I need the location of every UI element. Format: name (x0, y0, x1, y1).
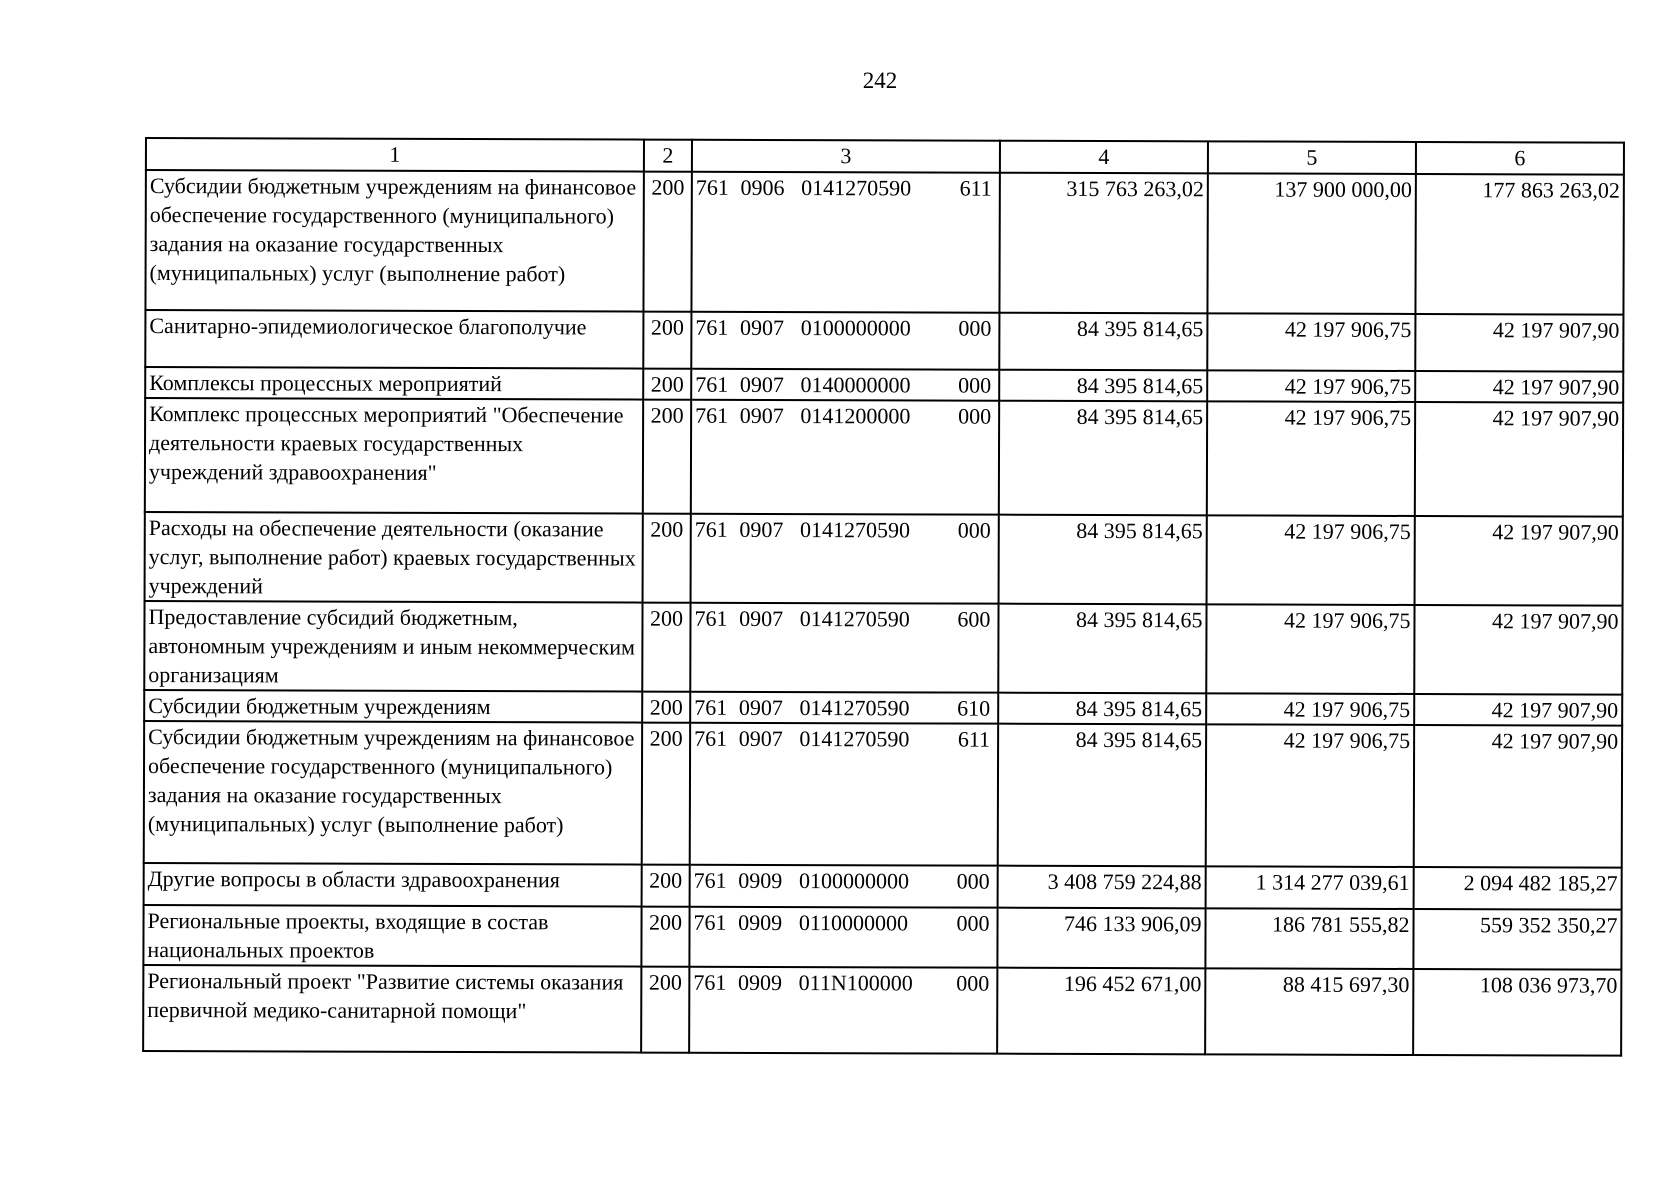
expense-type-code: 610 (957, 695, 991, 721)
ministry-code: 761 (695, 371, 729, 397)
section-code: 0907 (740, 314, 785, 341)
header-col-3: 3 (692, 140, 1000, 173)
row-admin-code-cell: 200 (642, 692, 690, 723)
row-name-cell: Региональные проекты, входящие в состав национальных проектов (143, 905, 641, 967)
row-name-cell: Другие вопросы в области здравоохранения (144, 863, 642, 907)
expense-type-code: 600 (957, 606, 991, 632)
row-admin-code-cell: 200 (642, 603, 690, 692)
row-classification-cell (691, 312, 999, 370)
classification-codes (694, 866, 994, 896)
classification-codes (694, 724, 994, 754)
section-code: 0907 (739, 371, 784, 398)
row-amount-col6: 42 197 907,90 (1414, 725, 1622, 868)
row-amount-col6: 42 197 907,90 (1415, 371, 1623, 403)
row-name-cell: Субсидии бюджетным учреждениям на финансовое обеспечение государственного (муниципального) задания на оказание государственных (муниципальных) услуг (выполнение работ) (145, 170, 643, 312)
table-row (145, 170, 1623, 315)
row-classification-cell (691, 400, 999, 515)
table-row (143, 905, 1621, 970)
row-amount-col5: 42 197 906,75 (1207, 401, 1415, 516)
target-article-code: 0141200000 (800, 403, 911, 429)
row-admin-code-cell: 200 (643, 400, 691, 514)
row-classification-cell (689, 907, 997, 968)
table-row (144, 863, 1622, 910)
row-admin-code-cell: 200 (642, 865, 690, 907)
row-name-cell: Санитарно-эпидемиологическое благополучие (145, 310, 643, 369)
header-col-2: 2 (644, 140, 692, 172)
section-code: 0906 (740, 174, 785, 201)
row-classification-cell (691, 172, 999, 313)
row-classification-cell (690, 865, 998, 908)
row-name-cell: Расходы на обеспечение деятельности (оказание услуг, выполнение работ) краевых государственных учреждений (145, 512, 643, 603)
row-amount-col6: 42 197 907,90 (1415, 314, 1623, 372)
expense-type-code: 000 (958, 372, 992, 398)
row-amount-col4: 3 408 759 224,88 (998, 866, 1206, 909)
row-admin-code-cell: 200 (643, 369, 691, 400)
row-amount-col6: 42 197 907,90 (1414, 605, 1622, 695)
ministry-code: 761 (693, 909, 727, 935)
row-amount-col4: 84 395 814,65 (999, 401, 1207, 516)
table-row (144, 721, 1622, 868)
budget-table (142, 137, 1625, 1057)
row-amount-col5: 42 197 906,75 (1207, 515, 1415, 605)
expense-type-code: 611 (957, 726, 991, 752)
row-name-cell: Субсидии бюджетным учреждениям на финансовое обеспечение государственного (муниципального) задания на оказание государственных (муниципальных) услуг (выполнение работ) (144, 721, 642, 865)
target-article-code: 0110000000 (798, 910, 909, 936)
expense-type-code: 000 (956, 868, 990, 894)
page-number: 242 (862, 68, 898, 93)
row-amount-col6: 108 036 973,70 (1413, 969, 1621, 1056)
ministry-code: 761 (693, 867, 727, 893)
row-admin-code-cell: 200 (643, 312, 691, 369)
classification-codes (693, 908, 993, 938)
target-article-code: 0141270590 (799, 606, 910, 632)
row-amount-col4: 84 395 814,65 (999, 313, 1207, 371)
ministry-code: 761 (693, 969, 727, 995)
expense-type-code: 000 (956, 910, 990, 936)
row-amount-col5: 42 197 906,75 (1206, 604, 1414, 694)
row-admin-code-cell: 200 (643, 514, 691, 603)
target-article-code: 0100000000 (800, 315, 911, 341)
target-article-code: 0141270590 (800, 517, 911, 543)
table-row (145, 367, 1623, 403)
row-amount-col5: 186 781 555,82 (1205, 908, 1413, 969)
row-amount-col4: 315 763 263,02 (999, 173, 1207, 314)
row-name-cell: Комплекс процессных мероприятий "Обеспечение деятельности краевых государственных учреждений здравоохранения" (145, 398, 643, 514)
expense-type-code: 000 (958, 315, 992, 341)
row-classification-cell (691, 369, 999, 401)
row-classification-cell (690, 603, 998, 693)
section-code: 0907 (739, 605, 784, 632)
row-name-cell: Региональный проект "Развитие системы оказания первичной медико-санитарной помощи" (143, 965, 641, 1053)
section-code: 0907 (738, 725, 783, 752)
table-row (145, 512, 1623, 606)
row-amount-col6: 177 863 263,02 (1415, 174, 1623, 315)
table-row (143, 965, 1621, 1056)
row-amount-col6: 559 352 350,27 (1413, 909, 1621, 970)
table-row (144, 690, 1622, 726)
expense-type-code: 000 (956, 970, 990, 996)
ministry-code: 761 (694, 725, 728, 751)
classification-codes (693, 968, 993, 998)
row-amount-col4: 84 395 814,65 (998, 604, 1206, 694)
row-amount-col6: 42 197 907,90 (1415, 402, 1623, 517)
ministry-code: 761 (694, 516, 728, 542)
target-article-code: 011N100000 (798, 970, 913, 996)
row-amount-col6: 2 094 482 185,27 (1414, 867, 1622, 910)
table-header (146, 138, 1624, 175)
row-admin-code-cell: 200 (643, 172, 691, 312)
section-code: 0909 (737, 969, 783, 996)
classification-codes (695, 515, 995, 545)
expense-type-code: 000 (958, 403, 992, 429)
ministry-code: 761 (694, 694, 728, 720)
section-code: 0907 (738, 694, 783, 721)
row-amount-col6: 42 197 907,90 (1414, 694, 1622, 726)
row-admin-code-cell: 200 (642, 723, 690, 865)
target-article-code: 0141270590 (799, 726, 910, 752)
header-col-6: 6 (1416, 142, 1624, 175)
row-classification-cell (689, 967, 997, 1054)
row-amount-col5: 88 415 697,30 (1205, 968, 1413, 1055)
section-code: 0909 (738, 909, 783, 936)
expense-type-code: 611 (959, 175, 992, 201)
target-article-code: 0100000000 (798, 868, 910, 894)
row-classification-cell (691, 514, 999, 604)
header-col-4: 4 (1000, 141, 1208, 174)
row-amount-col6: 42 197 907,90 (1415, 516, 1623, 606)
row-amount-col5: 42 197 906,75 (1207, 313, 1415, 371)
row-admin-code-cell: 200 (641, 967, 689, 1053)
row-amount-col5: 42 197 906,75 (1207, 370, 1415, 402)
target-article-code: 0141270590 (799, 695, 910, 721)
classification-codes (694, 693, 994, 723)
row-name-cell: Субсидии бюджетным учреждениям (144, 690, 642, 723)
classification-codes (695, 401, 995, 431)
row-name-cell: Предоставление субсидий бюджетным, автономным учреждениям и иным некоммерческим организациям (144, 601, 642, 692)
row-amount-col5: 42 197 906,75 (1206, 724, 1414, 867)
section-code: 0907 (739, 516, 784, 543)
table-row (145, 310, 1623, 372)
header-row (146, 138, 1624, 175)
row-amount-col4: 84 395 814,65 (998, 693, 1206, 725)
classification-codes (695, 313, 995, 343)
section-code: 0909 (738, 867, 783, 894)
expense-type-code: 000 (957, 517, 991, 543)
section-code: 0907 (739, 402, 784, 429)
row-amount-col4: 84 395 814,65 (998, 724, 1206, 867)
ministry-code: 761 (695, 402, 729, 428)
table-row (145, 398, 1623, 517)
row-name-cell: Комплексы процессных мероприятий (145, 367, 643, 400)
row-classification-cell (690, 692, 998, 724)
target-article-code: 0140000000 (800, 372, 911, 398)
row-amount-col5: 42 197 906,75 (1206, 693, 1414, 725)
table-row (144, 601, 1622, 695)
header-col-1: 1 (146, 138, 644, 172)
classification-codes (694, 604, 994, 634)
row-admin-code-cell: 200 (641, 907, 689, 967)
ministry-code: 761 (695, 174, 729, 200)
row-amount-col5: 137 900 000,00 (1207, 173, 1415, 314)
row-amount-col4: 84 395 814,65 (999, 370, 1207, 402)
row-amount-col4: 746 133 906,09 (997, 908, 1205, 969)
row-classification-cell (690, 723, 998, 866)
ministry-code: 761 (695, 314, 729, 340)
header-col-5: 5 (1208, 141, 1416, 174)
row-amount-col5: 1 314 277 039,61 (1206, 866, 1414, 909)
classification-codes (695, 370, 995, 400)
table-body (143, 170, 1624, 1056)
classification-codes (696, 173, 996, 203)
ministry-code: 761 (694, 605, 728, 631)
row-amount-col4: 84 395 814,65 (999, 515, 1207, 605)
row-amount-col4: 196 452 671,00 (997, 968, 1205, 1055)
target-article-code: 0141270590 (801, 175, 912, 201)
